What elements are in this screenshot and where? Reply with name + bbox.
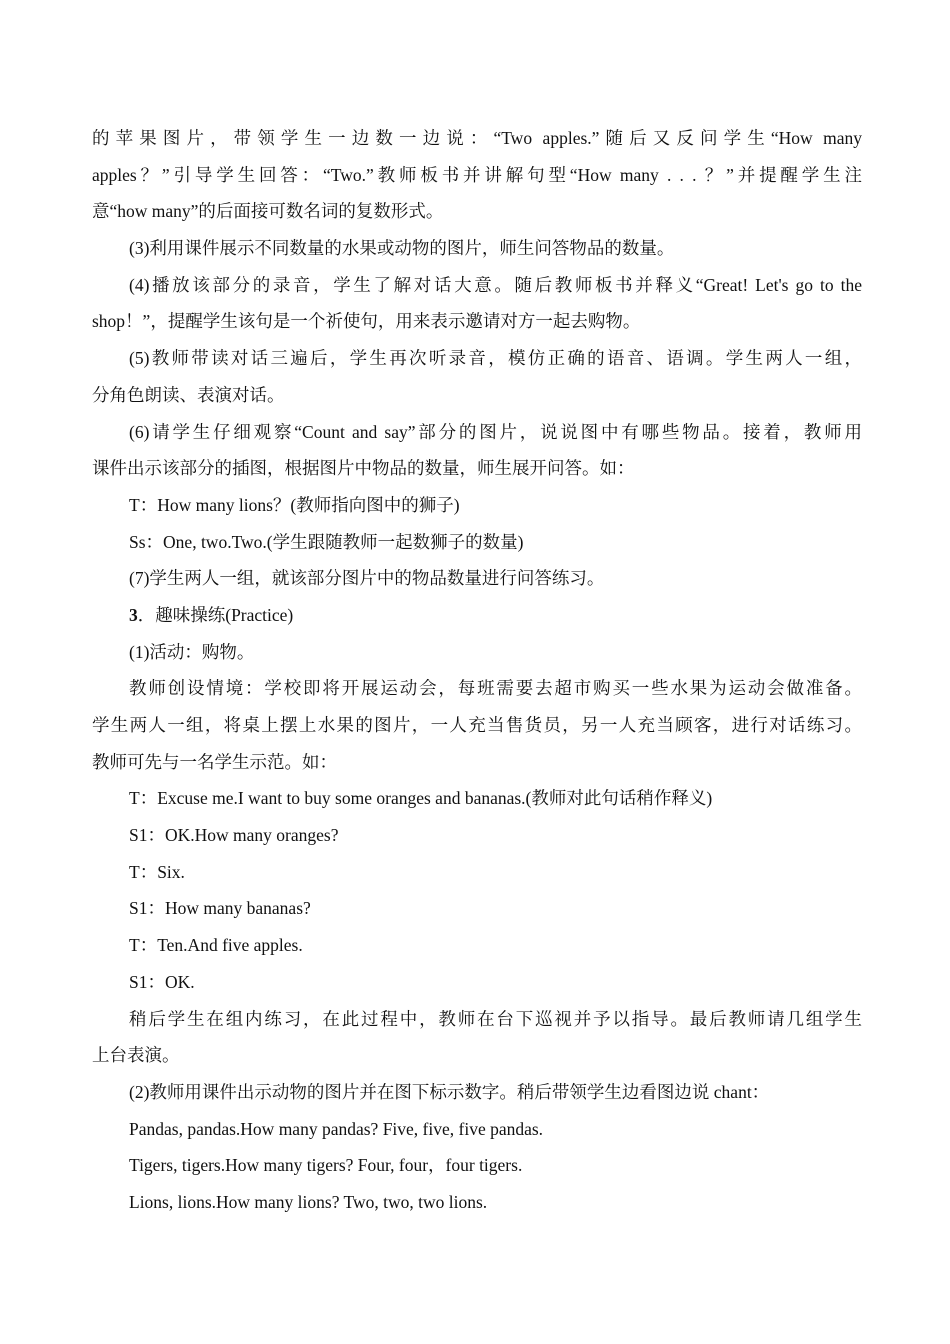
dialogue-line: T：Ten.And five apples. [129, 935, 303, 956]
paragraph-line: 教师创设情境：学校即将开展运动会，每班需要去超市购买一些水果为运动会做准备。 [129, 678, 862, 699]
dialogue-line: T：How many lions？(教师指向图中的狮子) [129, 494, 460, 515]
paragraph-line: (5)教师带读对话三遍后，学生再次听录音，模仿正确的语音、语调。学生两人一组， [129, 348, 862, 369]
paragraph-line: (4)播放该部分的录音，学生了解对话大意。随后教师板书并释义“Great! Let's go to the [129, 274, 862, 295]
paragraph-line: 学生两人一组，将桌上摆上水果的图片，一人充当售货员，另一人充当顾客，进行对话练习。 [92, 715, 862, 735]
paragraph-line: (3)利用课件展示不同数量的水果或动物的图片，师生问答物品的数量。 [129, 238, 675, 259]
document-page [92, 120, 862, 1221]
dialogue-line: T：Six. [129, 861, 185, 882]
paragraph-line: shop！”，提醒学生该句是一个祈使句，用来表示邀请对方一起去购物。 [92, 311, 641, 332]
paragraph-line: (7)学生两人一组，就该部分图片中的物品数量进行问答练习。 [129, 568, 605, 589]
chant-line: Tigers, tigers.How many tigers? Four, four，four tigers. [129, 1155, 523, 1176]
section-title: ．趣味操练(Practice) [137, 604, 294, 625]
paragraph-line: 教师可先与一名学生示范。如： [92, 751, 337, 772]
paragraph-line: 的苹果图片，带领学生一边数一边说：“Two apples.”随后又反问学生“How many [92, 128, 862, 148]
dialogue-line: S1：OK. [129, 971, 195, 992]
paragraph-line: 上台表演。 [92, 1045, 180, 1066]
paragraph-line: 意“how many”的后面接可数名词的复数形式。 [92, 201, 444, 222]
dialogue-line: S1：How many bananas? [129, 898, 311, 919]
paragraph-line: 分角色朗读、表演对话。 [92, 384, 285, 405]
paragraph-line: apples？”引导学生回答：“Two.”教师板书并讲解句型“How many . . . ？”并提醒学生注 [92, 164, 862, 185]
paragraph-line: 课件出示该部分的插图，根据图片中物品的数量，师生展开问答。如： [92, 458, 635, 479]
chant-line: Lions, lions.How many lions? Two, two, two lions. [129, 1191, 488, 1212]
paragraph-line: 稍后学生在组内练习，在此过程中，教师在台下巡视并予以指导。最后教师请几组学生 [129, 1008, 862, 1029]
dialogue-line: Ss：One, two.Two.(学生跟随教师一起数狮子的数量) [129, 531, 524, 552]
section-number: 3 [129, 604, 138, 625]
paragraph-line: (6)请学生仔细观察“Count and say”部分的图片，说说图中有哪些物品。接着，教师用 [129, 421, 862, 442]
section-heading [92, 597, 862, 634]
dialogue-line: T：Excuse me.I want to buy some oranges and bananas.(教师对此句话稍作释义) [129, 788, 713, 809]
chant-line: Pandas, pandas.How many pandas? Five, five, five pandas. [129, 1118, 544, 1139]
paragraph-line: (2)教师用课件出示动物的图片并在图下标示数字。稍后带领学生边看图边说 chant： [129, 1081, 770, 1102]
dialogue-line: S1：OK.How many oranges? [129, 825, 339, 846]
paragraph-line: (1)活动：购物。 [129, 641, 255, 662]
